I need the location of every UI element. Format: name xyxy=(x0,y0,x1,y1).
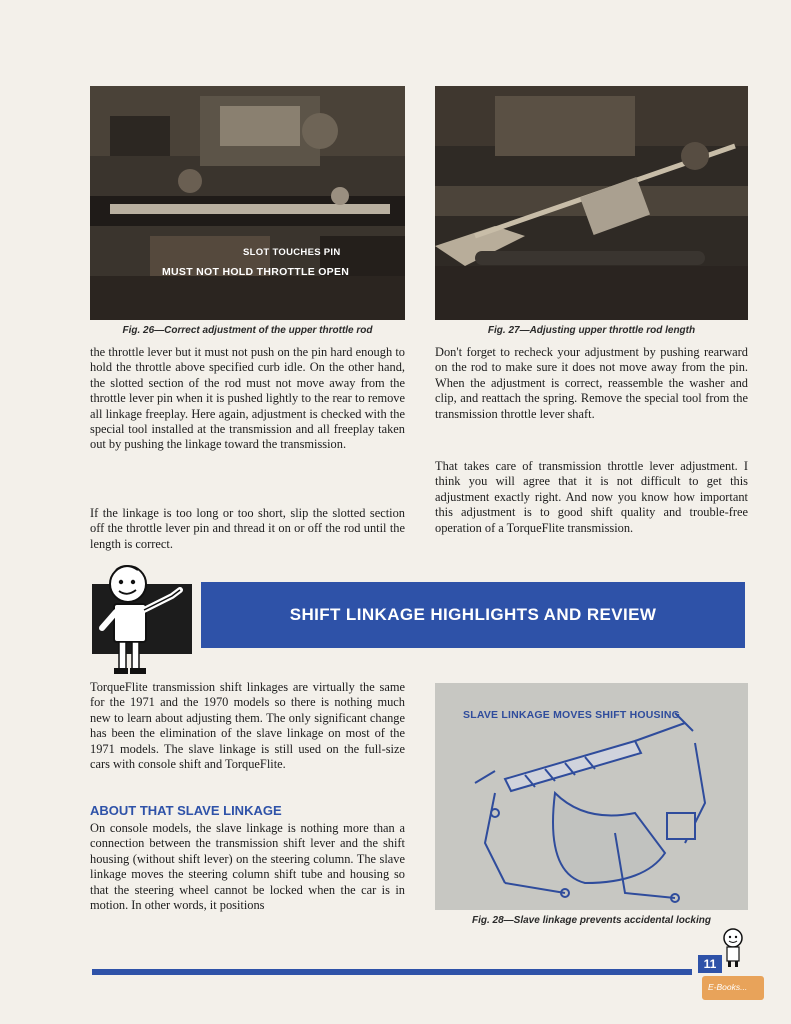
footer-rule xyxy=(92,969,692,975)
page-number: 11 xyxy=(698,955,722,973)
adjusting-rod-photo-image xyxy=(435,86,748,320)
section-banner xyxy=(201,582,745,648)
right-paragraph-1: Don't forget to recheck your adjustment by pushing rearward on the rod to make sure it does not move away from the pin. When the adjustment is correct, reassemble the washer and clip, and reattach the spring. Remove the special tool from the transmission throttle lever shaft. xyxy=(435,345,748,421)
engine-photo-image xyxy=(90,86,405,320)
fig28-title: SLAVE LINKAGE MOVES SHIFT HOUSING xyxy=(463,709,681,721)
section-paragraph-2: On console models, the slave linkage is nothing more than a connection between the transmission shift lever and the shift housing (without shift lever) on the steering column. The slave linkage moves the steering column shift tube and housing so that the steering wheel cannot be locked when the car is in motion. In other words, it positions xyxy=(90,821,405,913)
watermark-badge xyxy=(702,976,764,1000)
fig26-label-slot: SLOT TOUCHES PIN xyxy=(243,247,341,258)
mascot-illustration xyxy=(92,562,196,678)
section-intro: TorqueFlite transmission shift linkages are virtually the same for the 1971 and the 1970 models so there is nothing much new to learn about adjusting them. The only significant change has been the elimination of the slave linkage on most of the 1971 models. The slave linkage is still used on the full-size cars with console shift and TorqueFlite. xyxy=(90,680,405,772)
mascot-figure xyxy=(92,562,196,678)
fig28-caption: Fig. 28—Slave linkage prevents accidental locking xyxy=(472,915,711,926)
left-paragraph-1: the throttle lever but it must not push on the pin hard enough to hold the throttle above specified curb idle. On the other hand, the slotted section of the rod must not move away from the throttle lever pin when it is pushed lightly to the rear to remove all linkage freeplay. Here again, adjustment is checked with the special tool installed at the transmission and all freeplay taken out by pushing the linkage toward the transmission. xyxy=(90,345,405,452)
watermark-text: E-Books... xyxy=(708,982,748,992)
fig28-diagram xyxy=(435,683,748,910)
left-paragraph-2: If the linkage is too long or too short, slip the slotted section off the throttle lever pin and thread it on or off the rod until the length is correct. xyxy=(90,506,405,551)
right-paragraph-2: That takes care of transmission throttle lever adjustment. I think you will agree that it is not difficult to get this adjustment exactly right. And now you know how important this adjustment is to good shift quality and trouble-free operation of a TorqueFlite transmission. xyxy=(435,459,748,535)
fig26-label-must: MUST NOT HOLD THROTTLE OPEN xyxy=(162,266,350,278)
fig26-photo xyxy=(90,86,405,320)
fig27-photo xyxy=(435,86,748,320)
subheading-slave-linkage: ABOUT THAT SLAVE LINKAGE xyxy=(90,803,282,818)
slave-linkage-drawing xyxy=(435,683,748,910)
banner-title: SHIFT LINKAGE HIGHLIGHTS AND REVIEW xyxy=(289,605,657,624)
fig27-caption: Fig. 27—Adjusting upper throttle rod length xyxy=(487,325,696,336)
fig26-caption: Fig. 26—Correct adjustment of the upper throttle rod xyxy=(122,325,373,336)
